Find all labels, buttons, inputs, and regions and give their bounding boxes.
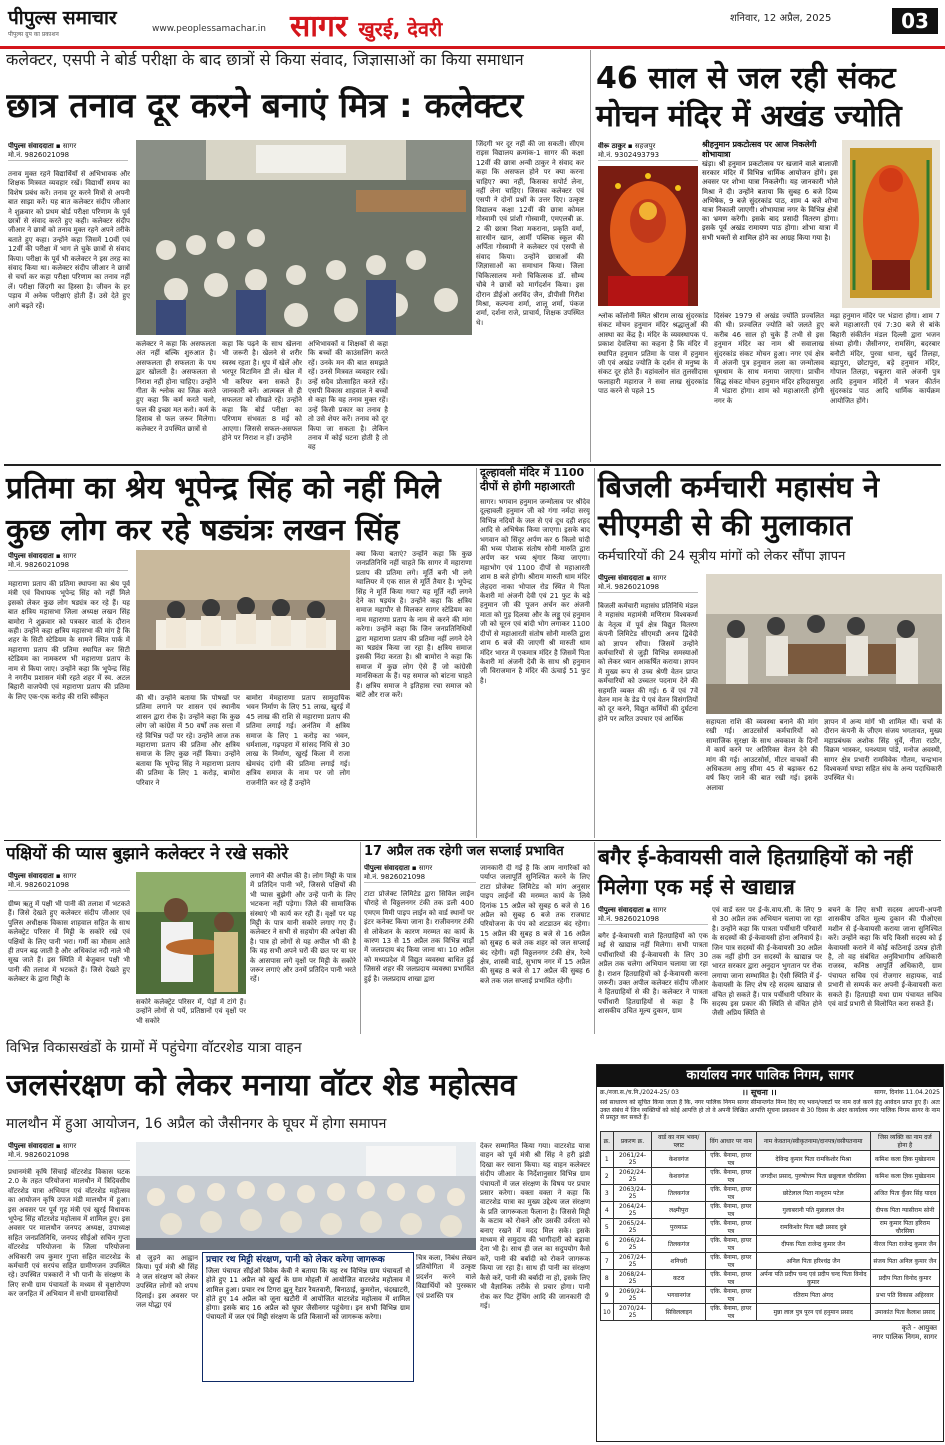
byline-place: सागर bbox=[652, 906, 667, 914]
table-cell: 2069/24-25 bbox=[613, 1287, 652, 1304]
temple-photo-left bbox=[598, 166, 698, 306]
table-cell: एकि. बैनामा, हायर पत्र bbox=[706, 1151, 756, 1168]
byline-mobile: मो.नं. 9826021098 bbox=[8, 1151, 70, 1159]
byline-place: सागर bbox=[62, 872, 77, 880]
table-cell: शनिचरी bbox=[652, 1253, 706, 1270]
story1-headline: छात्र तनाव दूर करने बनाएं मित्र : कलेक्टर bbox=[6, 86, 524, 126]
table-body bbox=[601, 1151, 940, 1321]
byline-name: पीपुल्स संवाददाता bbox=[598, 906, 644, 914]
table-cell: मुन्ना लाल पुत्र पूरन एवं हनुमान प्रसाद bbox=[756, 1304, 870, 1321]
byline-place: सहजपुर bbox=[634, 142, 656, 150]
column-divider bbox=[360, 842, 361, 1034]
table-cell: तिलकगंज bbox=[652, 1185, 706, 1202]
logo-text: पीपुल्स समाचार bbox=[8, 7, 117, 29]
story9-kicker: विभिन्न विकासखंडों के ग्रामों में पहुंचेगा वॉटरशेड यात्रा वाहन bbox=[6, 1040, 302, 1056]
table-cell: एकि. बैनामा, हायर पत्र bbox=[706, 1253, 756, 1270]
table-cell: उमाकांत पिता कैलाश प्रसाद bbox=[870, 1304, 939, 1321]
story2-col2: दिसंबर 1979 से अखंड ज्योति प्रज्वलित की थी। प्रज्वलित ज्योति को जलते हुए करीब 46 साल हो चुके हैं तभी से इस हनुमान मंदिर का नाम श्री सवालाख सुंदरकांड संकट मोचन हुआ। नगर एवं क्षेत्र में अंजनी पुत्र हनुमान लला का जन्मोत्सव धूमधाम के साथ मनाया जाएगा। प्राचीन सिद्ध संकट मोचन हनुमान मंदिर हरिदासपुरा में भंडारा होगा। शाम को महाआरती होगी नगर के bbox=[714, 312, 824, 405]
table-cell: 2065/24-25 bbox=[613, 1219, 652, 1236]
byline-place: सागर bbox=[62, 552, 77, 560]
story3-headline: प्रतिमा का श्रेय भूपेन्द्र सिंह को नहीं मिले कुछ लोग कर रहे षड्यंत्रः लखन सिंह bbox=[6, 471, 441, 548]
notice-body: सर्व साधारण को सूचित किया जाता है कि, नगर पालिक निगम सागर सीमान्तर्गत निम्न दिए गए भवन/प्लाटों पर नाम दर्ज करने हेतु आवेदन प्राप्त हुए हैं। अतः उक्त संबंध में जिन व्यक्तियों को कोई आपत्ति हो तो वे अपनी लिखित आपत्ति सूचना प्रकाशन से 30 दिवस के अंदर कार्यालय नगर पालिक निगम सागर के नाम से प्रस्तुत कर सकते हैं। bbox=[600, 1099, 940, 1122]
table-cell: 2067/24-25 bbox=[613, 1253, 652, 1270]
story9-col1: प्रधानमंत्री कृषि सिंचाई वॉटरशेड विकास घटक 2.0 के तहत परियोजना मालथौन में त्रिदिवसीय वॉटरशेड यात्रा अभियान एवं वॉटरशेड महोत्सव का आयोजन कृषि उपज मंडी मालथौन में हुआ। इस अवसर पर पूर्व गृह मंत्री एवं खुरई विधायक भूपेन्द्र सिंह वॉटरशेड महोत्सव में शामिल हुए। इस अवसर पर मालथौन जनपद अध्यक्ष, उपाध्यक्ष सहित जनप्रतिनिधि, जनपद सीईओ सचिन गुप्ता वॉटरशेड परियोजना के जिला परियोजना अधिकारी जय कुमार गुप्ता सहित वाटरशेड के कर्मचारी एवं सरपंच सहित ग्रामीणजन उपस्थित रहे। उपस्थित पत्रकारों ने भी पानी के संरक्षण के लिए सभी ग्राम पंचायतों के मध्यम से वृक्षारोपण कर जनहित में अभियान में सभी ग्रामवासियों bbox=[8, 1168, 130, 1299]
notice-sign-line2: नगर पालिक निगम, सागर bbox=[872, 1333, 937, 1341]
table-header bbox=[601, 1132, 940, 1151]
byline-mobile: मो.नं. 9826021098 bbox=[364, 873, 426, 881]
table-cell: दीपक पिता राजेन्द्र कुमार जैन bbox=[756, 1236, 870, 1253]
logo bbox=[8, 4, 143, 40]
table-cell: 2061/24-25 bbox=[613, 1151, 652, 1168]
notice-box bbox=[596, 1064, 944, 1442]
table-row bbox=[601, 1202, 940, 1219]
notice-meta bbox=[597, 1087, 943, 1099]
story1-col3: कहा कि पढ़ने के साथ खेलना भी जरूरी है। खेलने से शरीर स्वस्थ रहता है। धूप में खेलें और भरपूर विटामिन डी लें। खेल में भी करियर बना सकते हैं। जानकारी बनें। आत्मबल से ही सफलता को सीखते रहें। उन्होंने कहा कि बोर्ड परीक्षा का परिणाम संभवतः 8 मई को आएगा। जिससे सफल-असफल होने पर निराश न हों। उन्होंने bbox=[222, 340, 302, 443]
table-cell: कमिश कला ज्ञिक मुखेडनाम bbox=[870, 1168, 939, 1185]
story9-photo bbox=[136, 1142, 476, 1250]
byline-place: सागर bbox=[652, 574, 667, 582]
column-divider bbox=[594, 842, 595, 1034]
story1-kicker: कलेक्टर, एसपी ने बोर्ड परीक्षा के बाद छात्रों से किया संवाद, जिज्ञासाओं का किया समाधान bbox=[6, 50, 524, 69]
story4-headline: दूल्हावली मंदिर में 1100 दीपों से होगी महाआरती bbox=[480, 466, 585, 493]
box-text: खंड़ा। श्री हनुमान प्रकटोत्सव पर खजाने वाले बालाजी सरकार मंदिर में विभिन्न धार्मिक आयोजन होंगे। इस अवसर पर शोभा यात्रा निकलेगी। यह जानकारी भोले मिश्रा ने दी। उन्होंने बताया कि सुबह 6 बजे दिव्य अभिषेक, 9 बजे सुंदरकांड पाठ, शाम 4 बजे शोभा यात्रा निकाली जाएगी। शोभायात्रा नगर के विभिन्न क्षेत्रों का भ्रमण करेगी। इसके बाद प्रसादी वितरण होगा। इसके पूर्व अखंड रामायण पाठ होगा। शोभा यात्रा में सभी भक्तों से शामिल होने का आग्रह किया गया है। bbox=[702, 160, 838, 242]
story1-col5: जिंदगी भर दूर नहीं की जा सकती। सीएम राइस विद्यालय क्रमांक-1 सागर की कक्षा 12वीं की छात्रा अन्वी ठाकुर ने संवाद कर कहा कि असफल होने पर क्या करना चाहिए? क्या नहीं, किसका सपोर्ट लेना, नहीं लेना चाहिए। जिसका कलेक्टर एवं एसपी ने दोनों प्रश्नों के उत्तर दिए। उत्कृष्ट विद्यालय कक्षा 12वीं की छात्रा कोमल गोस्वामी एवं प्रांशी गोस्वामी, एमएलबी क्र. 2 की छात्रा निशा मकराना, प्रकृति वर्मा, सारथीन खान, आर्मी पब्लिक स्कूल की अर्पिता गोस्वामी ने कलेक्टर एवं एसपी से संवाद किया। उन्होंने छात्राओं की जिज्ञासाओं का समाधान किया। जिला चिकित्सालय मनो चिकित्सक डॉ. सौम्य चौबे ने छात्रों को मार्गदर्शन किया। इस दौरान डीईओ अरविंद जैन, डीपीसी गिरीश मिश्रा, कल्पना शर्मा, शालू शर्मा, पंकज शर्मा, दर्शना राजे, प्राचार्य, शिक्षक उपस्थित थे। bbox=[476, 140, 584, 327]
table-header-cell: नाम केवतान/स्वीकृतनामा/दानपत्र/वसीयतनामा bbox=[756, 1132, 870, 1151]
story1-col2: कलेक्टर ने कहा कि असफलता अंत नहीं बल्कि शुरुआत है। असफलता ही सफलता के पथ द्वार खोलती है। असफलता से निराश नहीं होना चाहिए। उन्होंने गीता के श्लोक का जिक्र करते हुए कहा कि कर्म करते चलो, फल की इच्छा मत करो। कर्म के हिसाब से फल जरूर मिलेगा। कलेक्टर ने उपस्थित छात्रों से bbox=[136, 340, 216, 433]
box-title: प्रचार रथ मिट्टी संरक्षण, पानी को लेकर करेगा जागरूक bbox=[206, 1255, 385, 1265]
byline-mobile: मो.नं. 9826021098 bbox=[8, 561, 70, 569]
table-cell: तिलकगंज bbox=[652, 1236, 706, 1253]
byline-place: सागर bbox=[62, 142, 77, 150]
table-cell: 2066/24-25 bbox=[613, 1236, 652, 1253]
table-cell: केशवगंज bbox=[652, 1151, 706, 1168]
table-cell: रामकिशोर पिता बद्री प्रसाद दुबे bbox=[756, 1219, 870, 1236]
table-cell: संजय पिता अनिल कुमार जैन bbox=[870, 1253, 939, 1270]
byline-name: पीपुल्स संवाददाता bbox=[8, 872, 54, 880]
story9-subhead: मालथौन में हुआ आयोजन, 16 अप्रैल को जैसीनगर के घूघर में होगा समापन bbox=[6, 1116, 387, 1132]
table-cell: एकि. बैनामा, हायर पत्र bbox=[706, 1202, 756, 1219]
table-row bbox=[601, 1253, 940, 1270]
story7-col2: जानकारी दी गई है कि आम नागरिकों को पर्याप्त जलापूर्ति सुनिश्चित करने के लिए टाटा प्रोजेक्ट लिमिटेड को मांग अनुसार पाइप लाईनों की मरम्मत कार्य के लिये दिनांक 15 अप्रैल को सुबह 6 बजे से 16 अप्रैल को सुबह 6 बजे तक राजघाट परियोजना के पंप को शटडाउन बंद रहेगा। 15 अप्रैल की सुबह 8 बजे से 16 अप्रैल को सुबह 6 बजे तक शहर को जल सप्लाई बंद रहेगी। वहीं विठ्ठलनगर टंकी क्षेत्र, रेल्वे क्षेत्र, शास्त्री वार्ड, सुभाष नगर में 15 अप्रैल की सुबह 8 बजे से 17 अप्रैल की सुबह 6 बजे तक जल सप्लाई प्रभावित रहेगी। bbox=[480, 864, 590, 985]
byline-name: पीपुल्स संवाददाता bbox=[8, 552, 54, 560]
table-cell: प्रदीप पिता विनोद कुमार bbox=[870, 1270, 939, 1287]
byline-name: वीरू ठाकुर bbox=[598, 142, 626, 150]
notice-sign-line1: कृते - आयुक्त bbox=[901, 1324, 937, 1332]
table-cell: नीरज पिता राजेन्द्र कुमार जैन bbox=[870, 1236, 939, 1253]
story3-col1: महाराणा प्रताप की प्रतिमा स्थापना का श्रेय पूर्व मंत्री एवं विधायक भूपेन्द्र सिंह को नहीं मिले इसको लेकर कुछ लोग षड्यंत्र कर रहे हैं। यह बात क्षत्रिय महासभा जिला अध्यक्ष लखन सिंह बामोरा ने शुक्रवार को पत्रकार वार्ता के दौरान कही। उन्होंने कहा क्षत्रिय महासभा की मांग है कि शहर के सिटी स्टेडियम के सामने स्थित पार्क में महाराणा प्रताप की प्रतिमा स्थापित कर सिटी स्टेडियम का नामकरण भी महाराणा प्रताप के नाम से किया जाए। उन्होंने कहा कि भूपेन्द्र सिंह ने नगरीय प्रशासन मंत्री रहते शहर में स्व. अटल बिहारी वाजपेयी एवं महाराणा प्रताप की प्रतिमा के लिए एक-एक करोड़ की राशि स्वीकृत bbox=[8, 580, 130, 701]
table-row bbox=[601, 1185, 940, 1202]
box-title: श्रीहनुमान प्रकटोत्सव पर आज निकलेगी शोभायात्रा bbox=[702, 140, 817, 159]
section-name: सागर bbox=[290, 9, 348, 44]
table-cell: छोटेलाल पिता नाथूराम पटेल bbox=[756, 1185, 870, 1202]
table-cell: 1 bbox=[601, 1151, 614, 1168]
notice-title: कार्यालय नगर पालिक निगम, सागर bbox=[597, 1065, 943, 1087]
table-cell: 2062/24-25 bbox=[613, 1168, 652, 1185]
table-cell: कमिश कला ज्ञिक मुखेडनाम bbox=[870, 1151, 939, 1168]
page-number: 03 bbox=[892, 8, 938, 34]
table-header-cell: प्रकरण क्र. bbox=[613, 1132, 652, 1151]
table-row bbox=[601, 1168, 940, 1185]
story2-col3: मढ़ा हनुमान मंदिर पर भंडारा होगा। शाम 7 बजे महाआरती एवं 7:30 बजे से बांके बिहारी संकीर्तन मंडल दिल्ली द्वारा भजन संध्या होगी। जैसीनगर, रामसिंग, बदरबार बनौटी मंदिर, पुरवा धाना, खुर्द तिलहा, बड़ापुरा, छोटापुरा, बड़े हनुमान मंदिर, गोपाल तिलहा, चबूतरा वाले अंजनी पुत्र आदि हनुमान मंदिरों में भजन कीर्तन सुंदरकांड पाठ आदि धार्मिक कार्यक्रम आयोजित होंगे। bbox=[830, 312, 940, 405]
notice-table bbox=[600, 1131, 940, 1321]
story1-byline: पीपुल्स संवाददाता ▪ सागर मो.नं. 9826021098 bbox=[8, 142, 128, 161]
table-cell: लक्ष्मीपुरा bbox=[652, 1202, 706, 1219]
story6-byline: पीपुल्स संवाददाता ▪ सागर मो.नं. 9826021098 bbox=[8, 872, 130, 891]
story2-box bbox=[702, 140, 838, 308]
table-cell: 4 bbox=[601, 1202, 614, 1219]
table-cell: अर्पना पति प्रदीप चन्द एवं प्रदीप चन्द पिता विनोद कुमार bbox=[756, 1270, 870, 1287]
story8-col1: बगैर ई-केवायसी वाले हितग्राहियों को एक मई से खाद्यान्न नहीं मिलेगा। सभी पात्रता पर्चीधारियों की ई-केवायसी के लिए 30 अप्रैल तक चलेगा अभियान चलाया जा रहा है। राशन हितग्राहियों को ई-केवायसी करना जरूरी। उक्त अपील कलेक्टर संदीप जीआर ने हितग्राहियों से की है। कलेक्टर ने पात्रता पर्चीधारी हितग्राहियों से कहा है कि शासकीय उचित मूल्य दुकान, ग्राम bbox=[598, 932, 708, 1016]
masthead bbox=[0, 0, 945, 49]
table-cell: 2070/24-25 bbox=[613, 1304, 652, 1321]
table-cell: भगवानगंज bbox=[652, 1287, 706, 1304]
story6-col2: लगाने की अपील की है। लोग मिट्टी के पात्र में प्रतिदिन पानी भरें, जिससे पक्षियों की भी प्यास बुझेगी और उन्हें पानी के लिए भटकना नहीं पड़ेगा। जिले की सामाजिक संस्थाएं भी कार्य कर रही हैं। वृक्षों पर यह मिट्टी के पात्र यानी सकोरे लगाए गए हैं। कलेक्टर ने सभी से सहयोग की अपेक्षा की है। पात्र हो लोगों से यह अपील भी की है कि वह सभी अपने घरों की छत पर या घर के आसपास लगे वृक्षों पर मिट्टी के सकोरे जरूर लगाएं और उनमें प्रतिदिन पानी भरते रहें। bbox=[250, 872, 356, 984]
story2-col1: श्लोक कॉलोनी स्थित श्रीराम लाख सुंदरकांड संकट मोचन हनुमान मंदिर श्रद्धालुओं की आस्था का केंद्र है। मंदिर के व्यवस्थापक पं. प्रकाश देवलिया का कहना है कि मंदिर में स्थापित हनुमान प्रतिमा के पास में हनुमान जी एवं अखंड ज्योति के दर्शन से मनुष्य के संकट दूर होते हैं। वहांवलोन संत तुलसीदास फलाहारी महाराज ने सवा लाख सुंदरकांड पाठ करने से पहले 15 bbox=[598, 312, 708, 396]
table-cell: 8 bbox=[601, 1270, 614, 1287]
notice-date: सागर, दिनांक 11.04.2025 bbox=[874, 1089, 940, 1096]
table-cell: एकि. बैनामा, हायर पत्र bbox=[706, 1185, 756, 1202]
table-cell: एकि. बैनामा, हायर पत्र bbox=[706, 1287, 756, 1304]
story8-headline: बगैर ई-केवायसी वाले हितग्राहियों को नहीं मिलेगा एक मई से खाद्यान्न bbox=[598, 845, 913, 899]
story5-headline: बिजली कर्मचारी महासंघ ने सीएमडी से की मुलाकात bbox=[598, 470, 880, 542]
table-cell: कटरा bbox=[652, 1270, 706, 1287]
byline-mobile: मो.नं. 9302493793 bbox=[598, 151, 660, 159]
story6-col1: ग्रीष्म ऋतु में पक्षी भी पानी की तलाश में भटकते हैं। जिसे देखते हुए कलेक्टर संदीप जीआर एवं पुलिस अधीक्षक विकास शाहवाल सहित के साथ कलेक्ट्रेट परिसर में मिट्टी के सकोरे रखे एवं पक्षियों के लिए पानी भरा। गर्मी का मौसम आते ही तपन बढ़ जाती है और अधिकांश नदी नाले भी सूख जाते हैं। इस स्थिति में बेजुबान पक्षी भी पानी की तलाश में भटकते हैं। जिसे देखते हुए कलेक्टर के द्वारा मिट्टी के bbox=[8, 900, 130, 984]
story3-col3: बामोरा मेमहाराणा प्रताप सामुदायिक भवन निर्माण के लिए 51 लाख, खुरई में 45 लाख की राशि से महाराणा प्रताप की प्रतिमा लगाई गई। अनंतिम में क्षत्रिय समाज के लिए 1 करोड़ का भवन, धर्मशाला, गढ़पहरा में सांसद निधि से 30 लाख के निर्माण, खुरई किला में राजा खेमचंद दांगी की प्रतिमा लगाई गई। क्षत्रिय समाज के नाम पर जो लोग राजनीति कर रहे हैं उन्होंने bbox=[246, 694, 350, 787]
byline-name: पीपुल्स संवाददाता bbox=[8, 1142, 54, 1150]
story9-byline: पीपुल्स संवाददाता ▪ सागर मो.नं. 9826021098 bbox=[8, 1142, 130, 1161]
table-cell: 5 bbox=[601, 1219, 614, 1236]
table-cell: देविन्द्र कुमार पिता रामकिशोर मिश्रा bbox=[756, 1151, 870, 1168]
table-cell: एकि. बैनामा, हायर पत्र bbox=[706, 1304, 756, 1321]
table-header-cell: वार्ड का नाम भवन/प्लाट bbox=[652, 1132, 706, 1151]
story5-col2: सहायता राशि की व्यवस्था बनाने की मांग रखी गई। आउटसोर्स कर्मचारियों को सामाजिक सुरक्षा के साथ अवकाश के दिनों में कार्य करने पर अतिरिक्त वेतन देने की मांग की गई। आउटसोर्स, मीटर वाचकों की अधिकतम आयु सीमा 45 से बढ़ाकर 62 वर्ष किए जाने की बात रखी गई। इसके अलावा bbox=[706, 718, 818, 792]
story1-col1: तनाव मुक्त रहने विद्यार्थियों से अभिभावक और शिक्षक मित्रवत व्यवहार रखें। विद्यार्थी समय का विशेष प्रबंध करें। तनाव दूर करने मित्रों से अपनी बात साझा करें। यह बात कलेक्टर संदीप जीआर ने शुक्रवार को प्रथम बोर्ड परीक्षा परिणाम के पूर्व छात्रों से संवाद करते हुए कही। कलेक्टर संदीप जीआर ने छात्रों को तनाव मुक्त रहने अपने तरीके बताते हुए कहा। उन्होंने कहा जिसमें 10वीं एवं 12वीं की परीक्षा में भाग ले चुके छात्रों से संवाद किया। परीक्षा के पूर्व भी कलेक्टर ने इस तरह का संवाद किया था। कलेक्टर संदीप जीआर ने छात्रों से चर्चा कर कहा परीक्षा परिणाम का तनाव नहीं लें। परीक्षा जिंदगी का हिस्सा है। जीवन के हर पड़ाव में अनेक परीक्षाएं होती हैं। उसे देते हुए आगे बढ़ते रहें। bbox=[8, 170, 130, 310]
table-cell: प्रभा पति विकास अहिरवार bbox=[870, 1287, 939, 1304]
story3-byline: पीपुल्स संवाददाता ▪ सागर मो.नं. 9826021098 bbox=[8, 552, 128, 571]
table-cell: 7 bbox=[601, 1253, 614, 1270]
table-cell: पुरव्याऊ bbox=[652, 1219, 706, 1236]
story6-headline: पक्षियों की प्यास बुझाने कलेक्टर ने रखे सकोरे bbox=[6, 844, 289, 864]
story3-photo bbox=[136, 550, 350, 690]
story7-headline: 17 अप्रैल तक रहेगी जल सप्लाई प्रभावित bbox=[364, 844, 564, 859]
notice-sign bbox=[597, 1321, 943, 1342]
section-title bbox=[290, 4, 590, 44]
section-rule bbox=[4, 840, 941, 841]
table-header-cell: क्र. bbox=[601, 1132, 614, 1151]
logo-tagline: पीपुल्स ग्रुप का प्रकाशन bbox=[8, 31, 59, 38]
story6-photo bbox=[136, 872, 246, 994]
table-cell: 2063/24-25 bbox=[613, 1185, 652, 1202]
issue-date: शनिवार, 12 अप्रैल, 2025 bbox=[730, 13, 832, 24]
byline-name: पीपुल्स संवाददाता bbox=[598, 574, 644, 582]
table-row bbox=[601, 1287, 940, 1304]
table-cell: एकि. बैनामा, हायर पत्र bbox=[706, 1168, 756, 1185]
table-header-cell: जिस व्यक्ति का नाम दर्ज होना है bbox=[870, 1132, 939, 1151]
story8-col3: बचने के लिए सभी सदस्य आपनी-अपनी शासकीय उचित मूल्य दुकान की पीओएस मशीन से ई-केवायसी कराया जाना सुनिश्चित करें। उन्होंने कहा कि यदि किसी सदस्य को ई केवायसी कराने में कोई कठिनाई उत्पन्न होती है, तो वह संबंधित अनुविभागीय अधिकारी राजस्व, कनिष्ठ आपूर्ति अधिकारी, ग्राम पंचायत सचिव एवं रोजगार सहायक, वार्ड प्रभारी से सम्पर्क कर अपनी ई-केवायसी करा सकते हैं। हितग्राही यथा ग्राम पंचायत सचिव एवं वार्ड प्रभारी से विलोपित करा सकते हैं। bbox=[828, 906, 942, 1009]
column-divider bbox=[476, 468, 477, 838]
story9-col4: देकर सम्मानित किया गया। वाटरशेड यात्रा वाहन को पूर्व मंत्री श्री सिंह ने हरी झंडी दिखा कर रवाना किया। यह वाहन कलेक्टर संदीप जीआर के निर्देशानुसार विभिन्न ग्राम पंचायतों में जल संरक्षण के विषय पर प्रचार प्रसार करेगा। वक्ता वक्ता ने कहा कि वाटरशेड यात्रा का मुख्य उद्देश्य जल संरक्षण के प्रति जागरूकता फैलाना है। जिससे मिट्टी के कटाव को रोकने और उसकी उर्वरता को बनाए रखने में मदद मिल सके। इसके माध्यम से समुदाय की भागीदारी को बढ़ावा देना भी है। साथ ही जल का सदुपयोग कैसे करें, पानी की बर्बादी को रोकने जागरूक किया जा रहा है। साथ ही पानी का संरक्षण कैसे करें, पानी की बर्बादी ना हो, इसके लिए भी वैज्ञानिक तरीके से प्रचार होगा। पानी रोक कर पिट ट्रेंचिंग आदि की जानकारी दी गई। bbox=[480, 1142, 590, 1310]
story8-byline: पीपुल्स संवाददाता ▪ सागर मो.नं. 9826021098 bbox=[598, 906, 708, 925]
story5-photo bbox=[706, 574, 942, 714]
story7-col1: टाटा प्रोजेक्ट लिमिटेड द्वारा सिविल लाईन चौराहे से विठ्ठलनगर टंकी तक डली 400 एमएम मिमी पाइप लाईन को वार्ड स्थानों पर इंटर कनेक्ट किया जाना है। राजीवनगर टंकी से लोकेशन के कारण मरम्मत का कार्य के कारण 13 से 15 अप्रैल तक विभिन्न वार्ड़ों में जलप्रदाय बंद किया जाना था। 10 अप्रैल को मध्यप्रदेश में विद्युत व्यवस्था बाधित हुई जिससे शहर की जलप्रदाय व्यवस्था प्रभावित हुई है। जलप्रदाय शाखा द्वारा bbox=[364, 890, 474, 983]
story5-byline: पीपुल्स संवाददाता ▪ सागर मो.नं. 9826021098 bbox=[598, 574, 698, 593]
story9-headline: जलसंरक्षण को लेकर मनाया वॉटर शेड महोत्सव bbox=[6, 1068, 517, 1103]
byline-mobile: मो.नं. 9826021098 bbox=[598, 915, 660, 923]
story1-photo bbox=[136, 140, 472, 335]
table-cell: सिविललाइन bbox=[652, 1304, 706, 1321]
table-cell: एकि. बैनामा, हायर पत्र bbox=[706, 1270, 756, 1287]
byline-mobile: मो.नं. 9826021098 bbox=[8, 151, 70, 159]
story2-headline: 46 साल से जल रही संकट मोचन मंदिर में अखंड ज्योति bbox=[596, 61, 902, 134]
byline-place: सागर bbox=[418, 864, 433, 872]
table-cell: 9 bbox=[601, 1287, 614, 1304]
section-rule bbox=[4, 464, 941, 466]
table-cell: रतिराम पिता अंगद bbox=[756, 1287, 870, 1304]
box-text: जिला पंचायत सीईओ विवेक केवी ने बताया कि यह रथ विभिन्न ग्राम पंचायतों से होते हुए 11 अप्रैल को खुरई के ग्राम मोहली में आयोजित वाटरशेड महोत्सव में शामिल हुआ। प्रचार रथ टिगरा झुनू रेंडार रैयतवारी, बिनाठाई, कुमरोल, चंदखाटरी, होते हुए 14 अप्रैल को जूना खटौरी में आयोजित वाटरशेड महोत्सव में शामिल होगा। इसके बाद 16 अप्रैल को घूघर जैसीनगर पहुंचेगा। इन सभी विभिन्न ग्राम पंचायतों में जल एवं मिट्टी संरक्षण के प्रति किसानों को जागरूक करेगा। bbox=[206, 1267, 410, 1322]
notice-label: ।। सूचना ।। bbox=[742, 1088, 777, 1097]
table-cell: 2 bbox=[601, 1168, 614, 1185]
table-cell: अनिल पिता हरिश्चंद्र जैन bbox=[756, 1253, 870, 1270]
story9-box bbox=[202, 1252, 414, 1382]
table-cell: 10 bbox=[601, 1304, 614, 1321]
byline-name: पीपुल्स संवाददाता bbox=[8, 142, 54, 150]
story5-col1: बिजली कर्मचारी महासंघ प्रतिनिधि मंडल ने महासंघ महामंत्री मणिराम विश्वकर्मा के नेतृत्व में पूर्व क्षेत्र विद्युत वितरण कंपनी लिमिटेड सीएमडी अनय द्विवेदी को ज्ञापन सौंपा। जिसमें उन्होंने कर्मचारियों से जुड़ी विभिन्न समस्याओं को लेकर ध्यान आकर्षित कराया। ज्ञापन में मुख्य रूप से उच्च श्रेणी वेतन प्राप्त कर्मचारियों को उच्चतर पदनाम देने की सहमति व्यक्त की गई। 6 वें एवं 7वें वेतन मान के डेड पे एवं वेतन विसंगतियों को दूर करने, विद्युत कर्मियों की दुर्घटना होने पर त्वरित उपचार एवं आर्थिक bbox=[598, 602, 698, 723]
story1-col4: अभिभावकों व शिक्षकों से कहा कि बच्चों की काउंसलिंग करते रहें। उनके मन की बात समझते रहें। उनसे मित्रवत व्यवहार रखें। उन्हें सदैव प्रोत्साहित करते रहें। एसपी विकास शाहवाल ने बच्चों से कहा कि वह तनाव मुक्त रहें। उन्हें किसी प्रकार का तनाव है तो उसे शेयर करें। तनाव को दूर किया जा सकता है। लेकिन तनाव में कोई घटना होती है तो वह bbox=[308, 340, 388, 452]
table-cell: एकि. बैनामा, हायर पत्र bbox=[706, 1219, 756, 1236]
table-cell: गुलाबरानी पति मुन्नालाल जैन bbox=[756, 1202, 870, 1219]
table-cell: दीपक पिता ग्यासीराम सोनी bbox=[870, 1202, 939, 1219]
table-cell: 2064/24-25 bbox=[613, 1202, 652, 1219]
section-subtitle: खुरई, देवरी bbox=[358, 17, 443, 41]
column-divider bbox=[590, 50, 591, 462]
table-cell: 6 bbox=[601, 1236, 614, 1253]
table-row bbox=[601, 1236, 940, 1253]
notice-ref: क्र./नजा.स./च.नि./2024-25/ 03 bbox=[600, 1089, 679, 1096]
byline-place: सागर bbox=[62, 1142, 77, 1150]
table-row bbox=[601, 1151, 940, 1168]
story3-col2: की थी। उन्होंने बताया कि पोषखों पर प्रतिमा लगाने पर शासन एवं स्थानीय शासन द्वारा रोक है। उन्होंने कहा कि कुछ लोग जो कांग्रेस में 50 वर्षों तक सत्ता में रहे विभिन्न पदों पर रहे। उन्होंने आज तक महाराणा प्रताप की प्रतिमा और क्षत्रिय समाज के लिए कुछ नहीं किया। उन्होंने बताया कि भूपेन्द्र सिंह ने महाराणा प्रताप की प्रतिमा के लिए 1 करोड़, बामोरा परिवार ने bbox=[136, 694, 240, 787]
story2-byline: वीरू ठाकुर ▪ सहजपुर मो.नं. 9302493793 bbox=[598, 142, 698, 161]
story5-kicker: कर्मचारियों की 24 सूत्रीय मांगों को लेकर सौंपा ज्ञापन bbox=[598, 549, 846, 564]
byline-mobile: मो.नं. 9826021098 bbox=[8, 881, 70, 889]
table-cell: 3 bbox=[601, 1185, 614, 1202]
table-cell: अजित पिता कुँवर सिंह यादव bbox=[870, 1185, 939, 1202]
byline-mobile: मो.नं. 9826021098 bbox=[598, 583, 660, 591]
story7-byline: पीपुल्स संवाददाता ▪ सागर मो.नं. 9826021098 bbox=[364, 864, 476, 883]
story6-caption: सकोरे कलेक्ट्रेट परिसर में, पेड़ों में टांगे हैं। उन्होंने लोगों से पर्ये, प्रतिष्ठानों एवं वृक्षों पर भी सकोरे bbox=[136, 998, 246, 1025]
story4-col1: सागर। भगवान हनुमान जन्मोत्सव पर श्रीदेव दूल्हावली हनुमान जी को गंगा नर्मदा सरयू विभिन्न नदियों के जल से एवं दूध दही शहद आदि से अभिषेक किया जाएगा। इसके बाद भगवान को सिंदूर अर्पण कर 6 किलो घांदी की भव्य पोशाक संतोष सोनी मारुति द्वारा अर्पण कर भव्य श्रृंगार किया जाएगा। महाभोग एवं 1100 दीपों से महाआरती शाम 8 बजे होगी। श्रीराम मारुती धाम मंदिर लेहदरा नाका भोपाल रोड स्थित मे पिता केशरी मां अंजनी देवी एवं 21 फुट के बड़े हनुमान जी की पूजन अर्चन कर अंजनी माता को गुड़ दिलया और के लड्डू एवं हनुमान जी को चूरन एवं बांदी भोग लगाकर 1100 दीपों से महाआरती संतोष सोनी मारुति द्वारा शाम 6 बजे की जाएगी श्री मारुती धाम मंदिर भारत में एकमात्र मंदिर है जिसमें पिता केशरी मां अंजनी देवी के साथ श्री हनुमान जी विराजमान है मंदिर की ऊंचाई 51 फुट है। bbox=[480, 498, 590, 685]
story5-col3: ज्ञापन में अन्य मांगें भी शामिल थीं। चर्चा के दौरान कंपनी के जीएम संजय भगतावत, मुख्य महाप्रबंधक अशोक सिंह धुर्वे, नीता राठौर, विक्रम भास्कर, घनश्याम पांडे, मनोज अवस्थी, सागर क्षेत्र प्रभारी रामविवेक गौतम, चन्द्रभान विश्वकर्मा घण्डा सहित संघ के अन्य पदाधिकारी उपस्थित थे। bbox=[824, 718, 942, 783]
temple-photo-right bbox=[842, 140, 940, 308]
column-divider bbox=[594, 468, 595, 838]
table-header-cell: विंग आधार पर नाम bbox=[706, 1132, 756, 1151]
story9-col3: चित्र कला, निबंध लेखन प्रतियोगिता में उत्कृष्ट प्रदर्शन करने वाले विद्यार्थियों को पुरस्कार एवं प्रशस्ति पत्र bbox=[416, 1254, 476, 1300]
table-row bbox=[601, 1270, 940, 1287]
byline-name: पीपुल्स संवाददाता bbox=[364, 864, 410, 872]
table-cell: राम कुमार पिता हरिराम चौरसिया bbox=[870, 1219, 939, 1236]
table-cell: एकि. बैनामा, हायर पत्र bbox=[706, 1236, 756, 1253]
table-cell: केशवगंज bbox=[652, 1168, 706, 1185]
table-row bbox=[601, 1219, 940, 1236]
table-cell: 2068/24-25 bbox=[613, 1270, 652, 1287]
story3-col4: क्या किया बताएं? उन्होंने कहा कि कुछ जनप्रतिनिधि नहीं चाहते कि सागर में महाराणा प्रताप की प्रतिमा लगे। मूर्ति बनी भी लगे ग्वालियर में एक साल से मूर्ति तैयार है। भूपेन्द्र सिंह ने मूर्ति किया गया? यह मूर्ति नहीं लगने देने का षड़यंत्र है। उन्होंने कहा कि क्षत्रिय समाज महापौर से मिलकर सागर स्टेडियम का नाम महाराणा प्रताप के नाम से करने की मांग करेगा। उन्होंने कहा कि जिन जनप्रतिनिधियों द्वारा महाराणा प्रताप की प्रतिमा नहीं लगने देने का षड्यंत्र किया जा रहा है। क्षत्रिय समाज इसकी निंदा करता है। श्री बामोरा ने कहा कि समाज में कुछ लोग ऐसे हैं जो कांग्रेसी मानसिकता के हैं। यह समाज को बांटना चाहते हैं। क्षत्रिय समाज ने इतिहास रचा समाज को बांटें और राज करें। bbox=[356, 550, 472, 700]
website-link[interactable]: www.peoplessamachar.in bbox=[152, 24, 266, 34]
table-cell: जगदीश प्रसाद, पुरुषोत्तम पिता छन्नूलाल चौरसिया bbox=[756, 1168, 870, 1185]
story8-col2: एवं वार्ड स्तर पर ई-के.वाय.सी. के लिए 9 से 30 अप्रैल तक अभियान चलाया जा रहा है। उन्होंने कहा कि पात्रता पर्चीधारी परिवारों के सदस्यों की ई-केवायसी होना अनिवार्य है। जिन पात्र सदस्यों की ई-केवायसी 30 अप्रैल तक नहीं होगी उन सदस्यों के खाद्यान्न पर भारत सरकार द्वारा अनुदान भुगतान पर रोक लगाया जाना सम्भावित है। ऐसी स्थिति में ई-केवायसी के लिए शेष रहे सदस्य खाद्यान्न से वंचित हो सकते हैं। पात्र पर्चीधारी परिवार के सदस्य इस प्रकार की स्थिति से वंचित होने जैसी अप्रिय स्थिति से bbox=[712, 906, 822, 1018]
story9-col2: से जुड़ने का आह्वान किया। पूर्व मंत्री श्री सिंह ने जल संरक्षण को लेकर उपस्थित लोगों को शपथ दिलाई। इस अवसर पर जल योद्धा एवं bbox=[136, 1254, 198, 1310]
table-row bbox=[601, 1304, 940, 1321]
